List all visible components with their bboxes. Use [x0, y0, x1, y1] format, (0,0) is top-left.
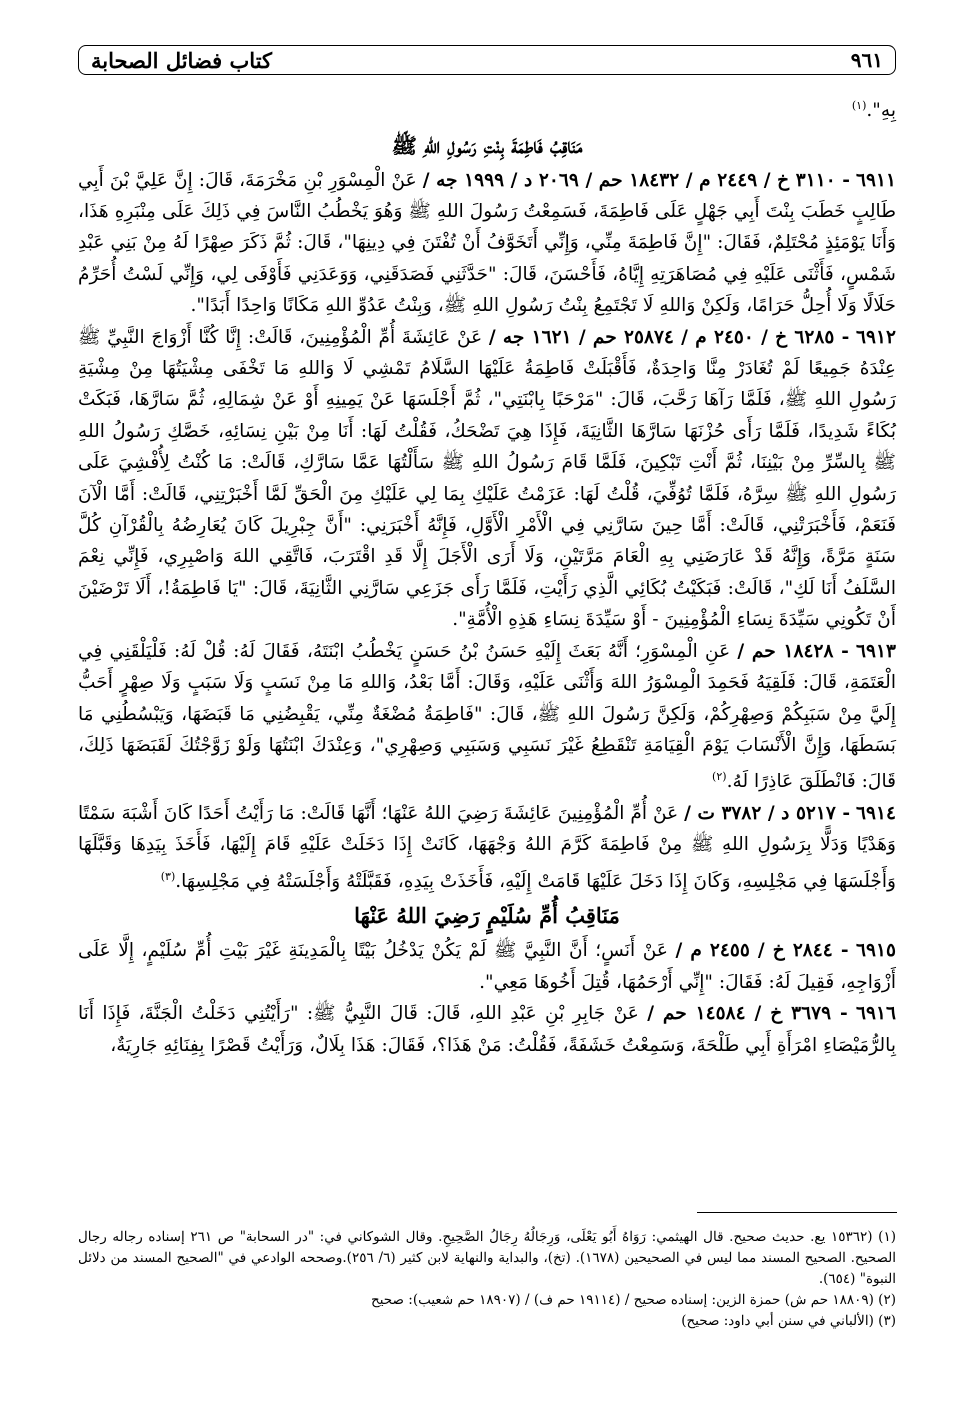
hadith-text: عَنْ جَابِرِ بْنِ عَبْدِ اللهِ، قَالَ: قَالَ النَّبِيُّ ﷺ: "رَأَيْتُنِي دَخَلْتُ الْجَنَّةَ، فَإِذَا أَنَا بِالرُّمَيْصَاءِ امْرَأَةِ أَبِي طَلْحَةَ، وَسَمِعْتُ خَشَفَةً، فَقُلْتُ: مَنْ هَذَا؟، فَقَالَ: هَذَا بِلَالٌ، وَرَأَيْتُ قَصْرًا بِفِنَائِهِ جَارِيَةٌ،: [78, 1003, 896, 1056]
sections: [78, 129, 896, 1061]
page-header: [78, 45, 896, 75]
hadith-number: ٦٩١٢: [856, 326, 896, 348]
hadith-text: عَنِ الْمِسْوَرِ؛ أَنَّهُ بَعَثَ إِلَيْهِ حَسَنُ بْنُ حَسَنٍ يَخْطُبُ ابْنَتَهُ، فَقَالَ لَهُ: قُلْ لَهُ: فَلْيَلْقَنِي فِي الْعَتَمَةِ، قَالَ: فَلَقِيَهُ فَحَمِدَ الْمِسْوَرُ اللهَ وَأَثْنَى عَلَيْهِ، وَقَالَ: أَمَّا بَعْدُ، وَاللهِ مَا مِنْ نَسَبٍ وَلَا سَبَبٍ وَلَا صِهْرٍ أَحَبُّ إِلَيَّ مِنْ سَبَبِكُمْ وَصِهْرِكُمْ، وَلَكِنَّ رَسُولَ اللهِ ﷺ، قَالَ: "فَاطِمَةُ مُضْغَةٌ مِنِّي، يَقْبِضُنِي مَا قَبَضَهَا، وَيَبْسُطُنِي مَا بَسَطَهَا، وَإِنَّ الْأَنْسَابَ يَوْمَ الْقِيَامَةِ تَنْقَطِعُ غَيْرَ نَسَبِي وَسَبَبِي وَصِهْرِي"، وَعِنْدَكَ ابْنَتُهَا وَلَوْ زَوَّجْتُكَ لَقَبَضَهَا ذَلِكَ، قَالَ: فَانْطَلَقَ عَاذِرًا لَهُ.: [78, 640, 896, 793]
hadith-text: عَنْ عَائِشَةَ أُمِّ الْمُؤْمِنِينَ، قَالَتْ: إِنَّا كُنَّا أَزْوَاجَ النَّبِيِّ ﷺ عِنْدَهُ جَمِيعًا لَمْ تُغَادَرْ مِنَّا وَاحِدَةٌ، فَأَقْبَلَتْ فَاطِمَةُ عَلَيْهَا السَّلَامُ تَمْشِي لَا وَاللهِ مَا تَخْفَى مِشْيَتُهَا مِنْ مِشْيَةِ رَسُولِ اللهِ ﷺ، فَلَمَّا رَآهَا رَحَّبَ، قَالَ: "مَرْحَبًا بِابْنَتِي"، ثُمَّ أَجْلَسَهَا عَنْ يَمِينِهِ أَوْ عَنْ شِمَالِهِ، ثُمَّ سَارَّهَا، فَبَكَتْ بُكَاءً شَدِيدًا، فَلَمَّا رَأَى حُزْنَهَا سَارَّهَا الثَّانِيَةَ، فَإِذَا هِيَ تَضْحَكُ، فَقُلْتُ لَهَا: أَنَا مِنْ بَيْنِ نِسَائِهِ، خَصَّكِ رَسُولُ اللهِ ﷺ بِالسِّرِّ مِنْ بَيْنِنَا، ثُمَّ أَنْتِ تَبْكِينَ، فَلَمَّا قَامَ رَسُولُ اللهِ ﷺ سَأَلْتُهَا عَمَّا سَارَّكِ، قَالَتْ: مَا كُنْتُ لِأُفْشِيَ عَلَى رَسُولِ اللهِ ﷺ سِرَّهُ، فَلَمَّا تُوُفِّيَ، قُلْتُ لَهَا: عَزَمْتُ عَلَيْكِ بِمَا لِي عَلَيْكِ مِنَ الْحَقِّ لَمَّا أَخْبَرْتِنِي، قَالَتْ: أَمَّا الْآنَ فَنَعَمْ، فَأَخْبَرَتْنِي، قَالَتْ: أَمَّا حِينَ سَارَّنِي فِي الْأَمْرِ الْأَوَّلِ، فَإِنَّهُ أَخْبَرَنِي: "أَنَّ جِبْرِيلَ كَانَ يُعَارِضُهُ بِالْقُرْآنِ كُلَّ سَنَةٍ مَرَّةً، وَإِنَّهُ قَدْ عَارَضَنِي بِهِ الْعَامَ مَرَّتَيْنِ، وَلَا أَرَى الْأَجَلَ إِلَّا قَدِ اقْتَرَبَ، فَاتَّقِي اللهَ وَاصْبِرِي، فَإِنِّي نِعْمَ السَّلَفُ أَنَا لَكِ"، قَالَتْ: فَبَكَيْتُ بُكَائِي الَّذِي رَأَيْتِ، فَلَمَّا رَأَى جَزَعِي سَارَّنِي الثَّانِيَةَ، قَالَ: "يَا فَاطِمَةُ!، أَلَا تَرْضَيْنَ أَنْ تَكُونِي سَيِّدَةَ نِسَاءِ الْمُؤْمِنِينَ - أَوْ سَيِّدَةَ نِسَاءِ هَذِهِ الْأُمَّةِ".: [78, 326, 896, 631]
page-number: ٩٦١: [850, 48, 883, 72]
hadith-entry: [78, 165, 896, 322]
hadith-references: - ٣١١٠ خ / ٢٤٤٩ م / ١٨٤٣٢ حم / ٢٠٦٩ د / ١٩٩٩ جه /: [422, 169, 850, 191]
book-title: كتاب فضائل الصحابة: [91, 47, 273, 73]
hadith-references: - ١٨٤٢٨ حم /: [737, 640, 849, 662]
section-title: مَنَاقِبُ أُمِّ سُلَيْمٍ رَضِيَ اللهُ عَنْهَا: [354, 903, 620, 929]
hadith-references: - ٣٦٧٩ خ / ١٤٥٨٤ حم /: [647, 1003, 848, 1025]
hadith-entry: [78, 998, 896, 1061]
hadith-references: - ٢٨٤٤ خ / ٢٤٥٥ م /: [675, 940, 849, 962]
footnotes: [78, 1227, 896, 1332]
hadith-entry: [78, 798, 896, 897]
footnote: (٣) (الألباني في سنن أبي داود: صحيح): [681, 1313, 896, 1329]
hadith-number: ٦٩١٣: [856, 640, 896, 662]
footnote: (١) (١٥٣٦٢ يع. حديث صحيح. قال الهيثمي: رَوَاهُ أَبُو يَعْلَى، وَرِجَالُهُ رِجَالُ الصَّحِيحِ. وقال الشوكاني في: "در السحابة" ص ٢٦١ إسناده رجاله رجال الصحيح. الصحيح المسند مما ليس في الصحيحين (١٦٧٨). (تخ)، والبداية والنهاية لابن كثير (٦/ ٢٥٦).وصححه الوادعي في "الصحيح المسند من دلائل النبوة" (٦٥٤).: [78, 1229, 896, 1287]
hadith-number: ٦٩١١: [856, 169, 896, 191]
continuation-line: [78, 90, 896, 127]
footnote: (٢) (١٨٨٠٩ حم ش) حمزة الزين: إسناده صحيح / (١٩١١٤ حم ف) / (١٨٩٠٧ حم شعيب): صحيح: [371, 1292, 896, 1308]
hadith-entry: [78, 935, 896, 998]
hadith-entry: [78, 322, 896, 636]
hadith-number: ٦٩١٤: [856, 802, 896, 824]
hadith-entry: [78, 636, 896, 798]
footnote-ref: (٢): [712, 770, 727, 784]
footnote-ref: (١): [851, 99, 867, 112]
hadith-text: عَنْ الْمِسْوَرِ بْنِ مَخْرَمَةَ، قَالَ: إِنَّ عَلِيَّ بْنَ أَبِي طَالِبٍ خَطَبَ بِنْتَ أَبِي جَهْلٍ عَلَى فَاطِمَةَ، فَسَمِعْتُ رَسُولَ اللهِ ﷺ وَهُوَ يَخْطُبُ النَّاسَ فِي ذَلِكَ عَلَى مِنْبَرِهِ هَذَا، وَأَنَا يَوْمَئِذٍ مُحْتَلِمٌ، فَقَالَ: "إِنَّ فَاطِمَةَ مِنِّي، وَإِنِّي أَتَخَوَّفُ أَنْ تُفْتَنَ فِي دِينِهَا"، قَالَ: ثُمَّ ذَكَرَ صِهْرًا لَهُ مِنْ بَنِي عَبْدِ شَمْسٍ، فَأَثْنَى عَلَيْهِ فِي مُصَاهَرَتِهِ إِيَّاهُ، فَأَحْسَنَ، قَالَ: "حَدَّثَنِي فَصَدَقَنِي، وَوَعَدَنِي فَأَوْفَى لِي، وَإِنِّي لَسْتُ أُحَرِّمُ حَلَالًا وَلَا أُحِلُّ حَرَامًا، وَلَكِنْ وَاللهِ لَا تَجْتَمِعُ بِنْتُ رَسُولِ اللهِ ﷺ، وَبِنْتُ عَدُوِّ اللهِ مَكَانًا وَاحِدًا أَبَدًا".: [78, 169, 896, 317]
footnote-ref: (٣): [160, 869, 176, 883]
page-body: [78, 90, 896, 1061]
footnote-separator: [697, 1212, 897, 1213]
hadith-text: عَنْ أَنَسٍ؛ أَنَّ النَّبِيَّ ﷺ لَمْ يَكُنْ يَدْخُلُ بَيْتًا بِالْمَدِينَةِ غَيْرَ بَيْتِ أُمِّ سُلَيْمٍ، إِلَّا عَلَى أَزْوَاجِهِ، فَقِيلَ لَهُ: فَقَالَ: "إِنِّي أَرْحَمُهَا، قُتِلَ أَخُوهَا مَعِي".: [78, 940, 896, 993]
hadith-references: - ٥٢١٧ د / ٣٧٨٢ ت /: [684, 802, 851, 824]
hadith-references: - ٦٢٨٥ خ / ٢٤٥٠ م / ٢٥٨٧٤ حم / ١٦٢١ جه /: [488, 326, 850, 348]
continuation-text: بِهِ".: [866, 100, 896, 122]
section-title: مَنَاقِبُ فَاطِمَةَ بِنْتِ رَسُولِ اللهِ ﷺ: [391, 132, 583, 158]
hadith-number: ٦٩١٥: [856, 940, 896, 962]
hadith-number: ٦٩١٦: [856, 1003, 896, 1025]
hadith-text: عَنْ أُمِّ الْمُؤْمِنِينَ عَائِشَةَ رَضِيَ اللهُ عَنْهَا؛ أَنَّهَا قَالَتْ: مَا رَأَيْتُ أَحَدًا كَانَ أَشْبَهَ سَمْتًا وَهَدْيًا وَدَلًّا بِرَسُولِ اللهِ ﷺ مِنْ فَاطِمَةَ كَرَّمَ اللهُ وَجْهَهَا، كَانَتْ إِذَا دَخَلَتْ عَلَيْهِ قَامَ إِلَيْهَا، فَأَخَذَ بِيَدِهَا وَقَبَّلَهَا وَأَجْلَسَهَا فِي مَجْلِسِهِ، وَكَانَ إِذَا دَخَلَ عَلَيْهَا قَامَتْ إِلَيْهِ، فَأَخَذَتْ بِيَدِهِ، فَقَبَّلَتْهُ وَأَجْلَسَتْهُ فِي مَجْلِسِهَا.: [78, 802, 896, 892]
